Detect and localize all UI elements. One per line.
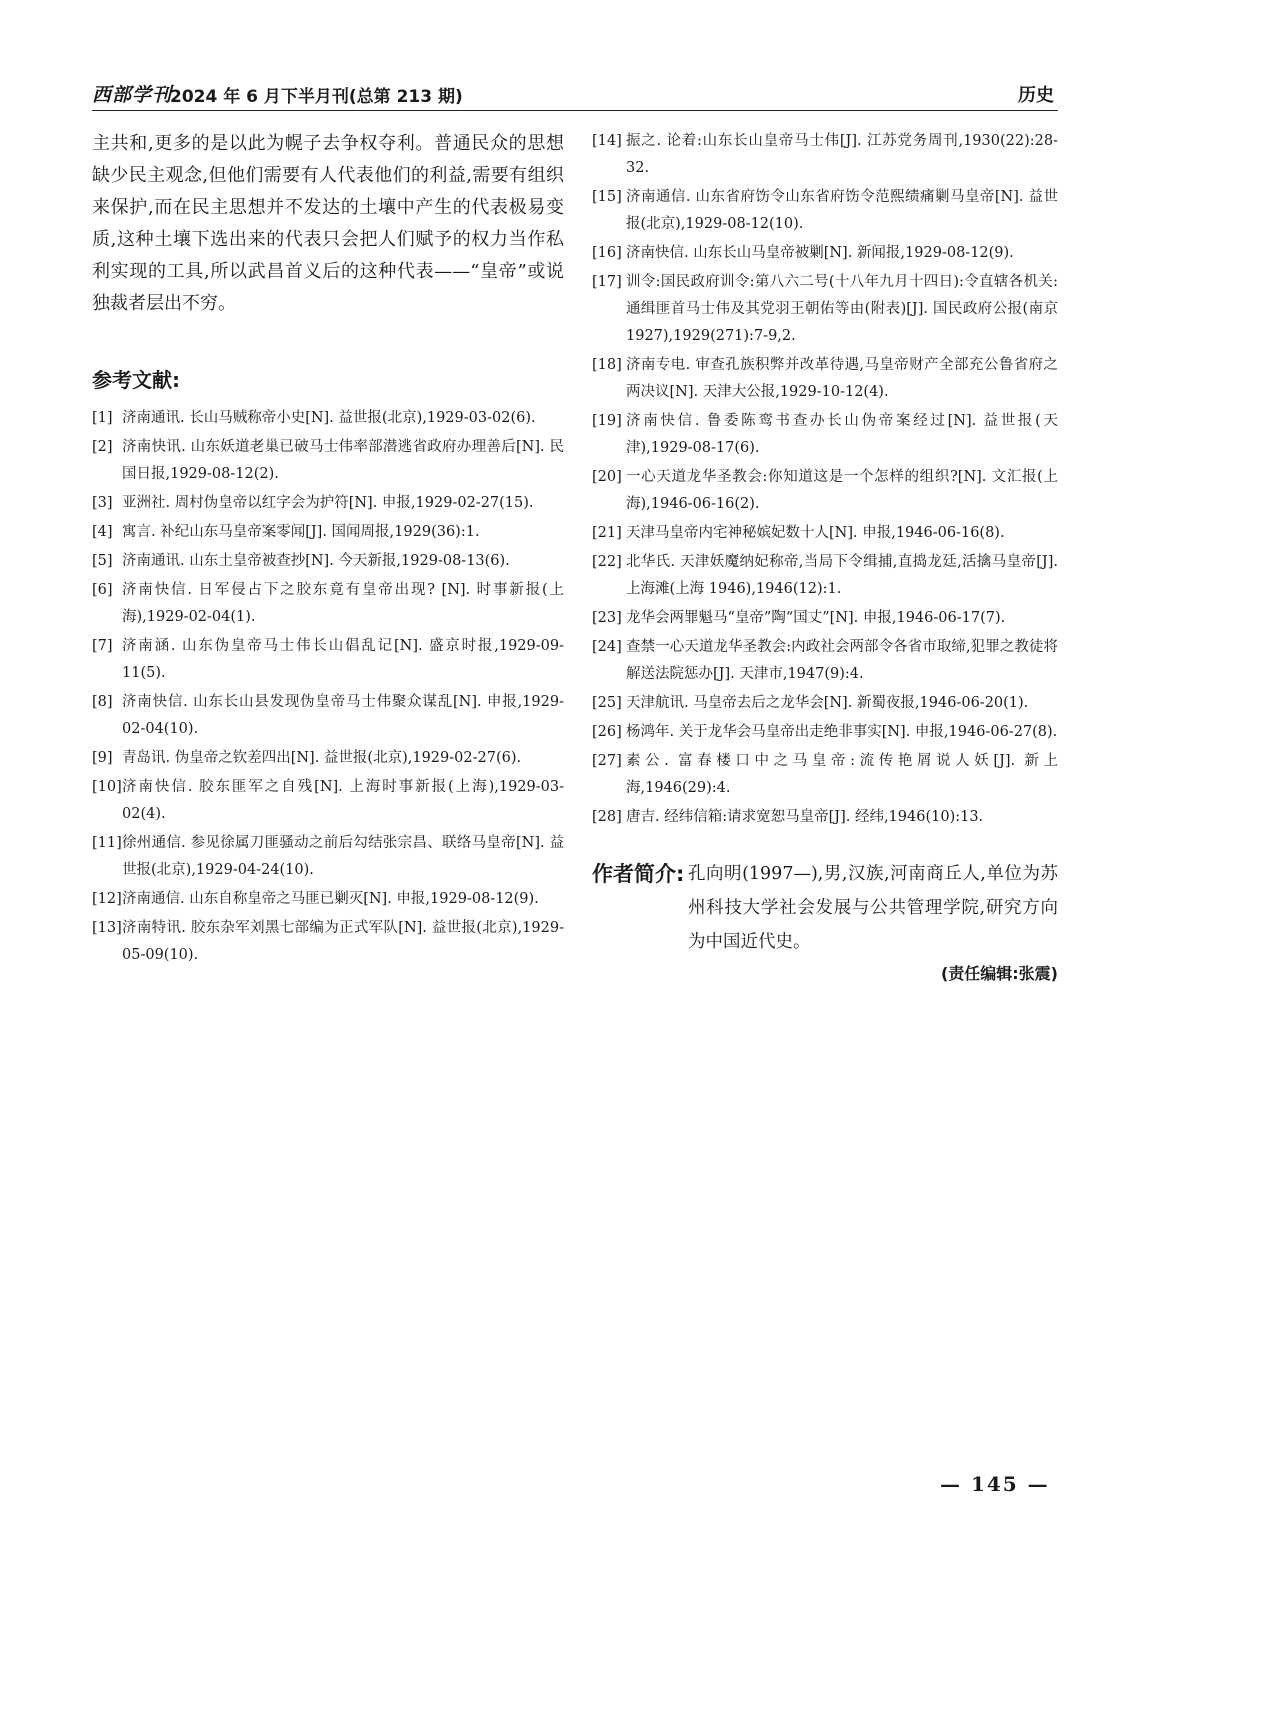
reference-number: [8] [92, 694, 113, 710]
reference-number: [10] [92, 779, 122, 795]
reference-text: 济南通讯. 长山马贼称帝小史[N]. 益世报(北京),1929-03-02(6). [122, 410, 536, 426]
reference-item [592, 520, 1058, 547]
reference-text: 济南通信. 山东自称皇帝之马匪已剿灭[N]. 申报,1929-08-12(9). [122, 891, 539, 907]
page-number: — 145 — [940, 1472, 1050, 1496]
reference-number: [16] [592, 245, 622, 261]
reference-text: 济南通讯. 山东土皇帝被查抄[N]. 今天新报,1929-08-13(6). [122, 553, 510, 569]
reference-item [592, 549, 1058, 603]
reference-text: 杨鸿年. 关于龙华会马皇帝出走绝非事实[N]. 申报,1946-06-27(8). [626, 724, 1058, 740]
issue-info: 2024 年 6 月下半月刊(总第 213 期) [170, 87, 463, 107]
reference-number: [19] [592, 413, 622, 429]
reference-number: [9] [92, 750, 113, 766]
left-column [92, 128, 564, 971]
reference-number: [18] [592, 357, 622, 373]
reference-item [592, 408, 1058, 462]
reference-item [92, 405, 564, 432]
reference-text: 训令:国民政府训令:第八六二号(十八年九月十四日):令直辖各机关:通缉匪首马士伟及其党羽王朝佑等由(附表)[J]. 国民政府公报(南京 1927),1929(271):7-9,2. [626, 274, 1058, 344]
reference-item [592, 634, 1058, 688]
reference-item [92, 434, 564, 488]
reference-item [592, 804, 1058, 831]
reference-number: [27] [592, 753, 622, 769]
reference-item [92, 915, 564, 969]
reference-text: 济南快信. 胶东匪军之自残[N]. 上海时事新报(上海),1929-03-02(4). [122, 779, 564, 822]
reference-item [92, 774, 564, 828]
reference-text: 龙华会两罪魁马“皇帝”陶“国丈”[N]. 申报,1946-06-17(7). [626, 610, 1006, 626]
reference-number: [28] [592, 809, 622, 825]
reference-number: [13] [92, 920, 122, 936]
reference-item [592, 690, 1058, 717]
reference-list-left [92, 405, 564, 969]
reference-text: 唐吉. 经纬信箱:请求宽恕马皇帝[J]. 经纬,1946(10):13. [626, 809, 984, 825]
reference-item [92, 577, 564, 631]
reference-text: 亚洲社. 周村伪皇帝以红字会为护符[N]. 申报,1929-02-27(15). [122, 495, 534, 511]
reference-number: [15] [592, 189, 622, 205]
reference-number: [11] [92, 835, 122, 851]
reference-number: [26] [592, 724, 622, 740]
reference-text: 济南快讯. 山东妖道老巢已破马士伟率部潜逃省政府办理善后[N]. 民国日报,1929-08-12(2). [122, 439, 564, 482]
reference-item [92, 548, 564, 575]
reference-text: 济南特讯. 胶东杂军刘黑七部编为正式军队[N]. 益世报(北京),1929-05-09(10). [122, 920, 564, 963]
reference-text: 振之. 论着:山东长山皇帝马士伟[J]. 江苏党务周刊,1930(22):28-32. [626, 133, 1058, 176]
reference-text: 济南涵. 山东伪皇帝马士伟长山倡乱记[N]. 盛京时报,1929-09-11(5). [122, 638, 564, 681]
reference-item [592, 240, 1058, 267]
reference-number: [1] [92, 410, 113, 426]
reference-text: 青岛讯. 伪皇帝之钦差四出[N]. 益世报(北京),1929-02-27(6). [122, 750, 522, 766]
reference-number: [22] [592, 554, 622, 570]
reference-text: 北华氏. 天津妖魔纳妃称帝,当局下令缉捕,直捣龙廷,活擒马皇帝[J]. 上海滩(上海 1946),1946(12):1. [626, 554, 1058, 597]
reference-text: 济南快信. 日军侵占下之胶东竟有皇帝出现? [N]. 时事新报(上海),1929-02-04(1). [122, 582, 564, 625]
reference-item [92, 633, 564, 687]
references-heading: 参考文献: [92, 368, 180, 392]
reference-number: [6] [92, 582, 113, 598]
section-label: 历史 [1018, 85, 1054, 106]
reference-text: 徐州通信. 参见徐属刀匪骚动之前后勾结张宗昌、联络马皇帝[N]. 益世报(北京),1929-04-24(10). [122, 835, 564, 878]
author-bio-text: 孔向明(1997—),男,汉族,河南商丘人,单位为苏州科技大学社会发展与公共管理学院,研究方向为中国近代史。 [688, 864, 1058, 952]
reference-text: 济南快信. 鲁委陈鸾书查办长山伪帝案经过[N]. 益世报(天津),1929-08-17(6). [626, 413, 1058, 456]
reference-text: 天津航讯. 马皇帝去后之龙华会[N]. 新蜀夜报,1946-06-20(1). [626, 695, 1029, 711]
reference-text: 济南通信. 山东省府饬令山东省府饬令范熙绩痛剿马皇帝[N]. 益世报(北京),1929-08-12(10). [626, 189, 1058, 232]
reference-item [92, 886, 564, 913]
reference-item [92, 689, 564, 743]
reference-text: 素公. 富春楼口中之马皇帝:流传艳屑说人妖[J]. 新上海,1946(29):4. [626, 753, 1058, 796]
reference-number: [23] [592, 610, 622, 626]
reference-item [592, 605, 1058, 632]
reference-item [592, 719, 1058, 746]
reference-text: 济南快信. 山东长山县发现伪皇帝马士伟聚众谋乱[N]. 申报,1929-02-04(10). [122, 694, 564, 737]
reference-text: 寓言. 补纪山东马皇帝案零闻[J]. 国闻周报,1929(36):1. [122, 524, 480, 540]
responsible-editor: (责任编辑:张震) [940, 964, 1058, 983]
reference-number: [24] [592, 639, 622, 655]
reference-item [92, 490, 564, 517]
author-bio [592, 857, 1058, 959]
reference-item [592, 464, 1058, 518]
reference-item [92, 745, 564, 772]
journal-logo: 西部学刊 [92, 84, 173, 106]
right-column [592, 128, 1058, 984]
reference-text: 天津马皇帝内宅神秘嫔妃数十人[N]. 申报,1946-06-16(8). [626, 525, 1005, 541]
reference-text: 济南专电. 审查孔族积弊并改革待遇,马皇帝财产全部充公鲁省府之两决议[N]. 天津大公报,1929-10-12(4). [626, 357, 1058, 400]
reference-text: 查禁一心天道龙华圣教会:内政社会两部令各省市取缔,犯罪之教徒将解送法院惩办[J]. 天津市,1947(9):4. [626, 639, 1058, 682]
reference-item [592, 748, 1058, 802]
reference-number: [25] [592, 695, 622, 711]
reference-item [92, 830, 564, 884]
reference-text: 一心天道龙华圣教会:你知道这是一个怎样的组织?[N]. 文汇报(上海),1946-06-16(2). [626, 469, 1058, 512]
reference-item [92, 519, 564, 546]
reference-number: [20] [592, 469, 622, 485]
reference-item [592, 184, 1058, 238]
reference-number: [14] [592, 133, 622, 149]
reference-number: [4] [92, 524, 113, 540]
reference-text: 济南快信. 山东长山马皇帝被剿[N]. 新闻报,1929-08-12(9). [626, 245, 1014, 261]
reference-number: [2] [92, 439, 113, 455]
reference-item [592, 128, 1058, 182]
reference-list-right [592, 128, 1058, 831]
reference-number: [12] [92, 891, 122, 907]
reference-item [592, 269, 1058, 350]
reference-number: [17] [592, 274, 622, 290]
page-header [92, 78, 1058, 111]
reference-number: [21] [592, 525, 622, 541]
reference-number: [5] [92, 553, 113, 569]
author-bio-label: 作者简介: [592, 862, 685, 886]
reference-item [592, 352, 1058, 406]
reference-number: [3] [92, 495, 113, 511]
body-paragraph: 主共和,更多的是以此为幌子去争权夺利。普通民众的思想缺少民主观念,但他们需要有人代表他们的利益,需要有组织来保护,而在民主思想并不发达的土壤中产生的代表极易变质,这种土壤下选出来的代表只会把人们赋予的权力当作私利实现的工具,所以武昌首义后的这种代表——“皇帝”或说独裁者层出不穷。 [92, 133, 564, 314]
reference-number: [7] [92, 638, 113, 654]
